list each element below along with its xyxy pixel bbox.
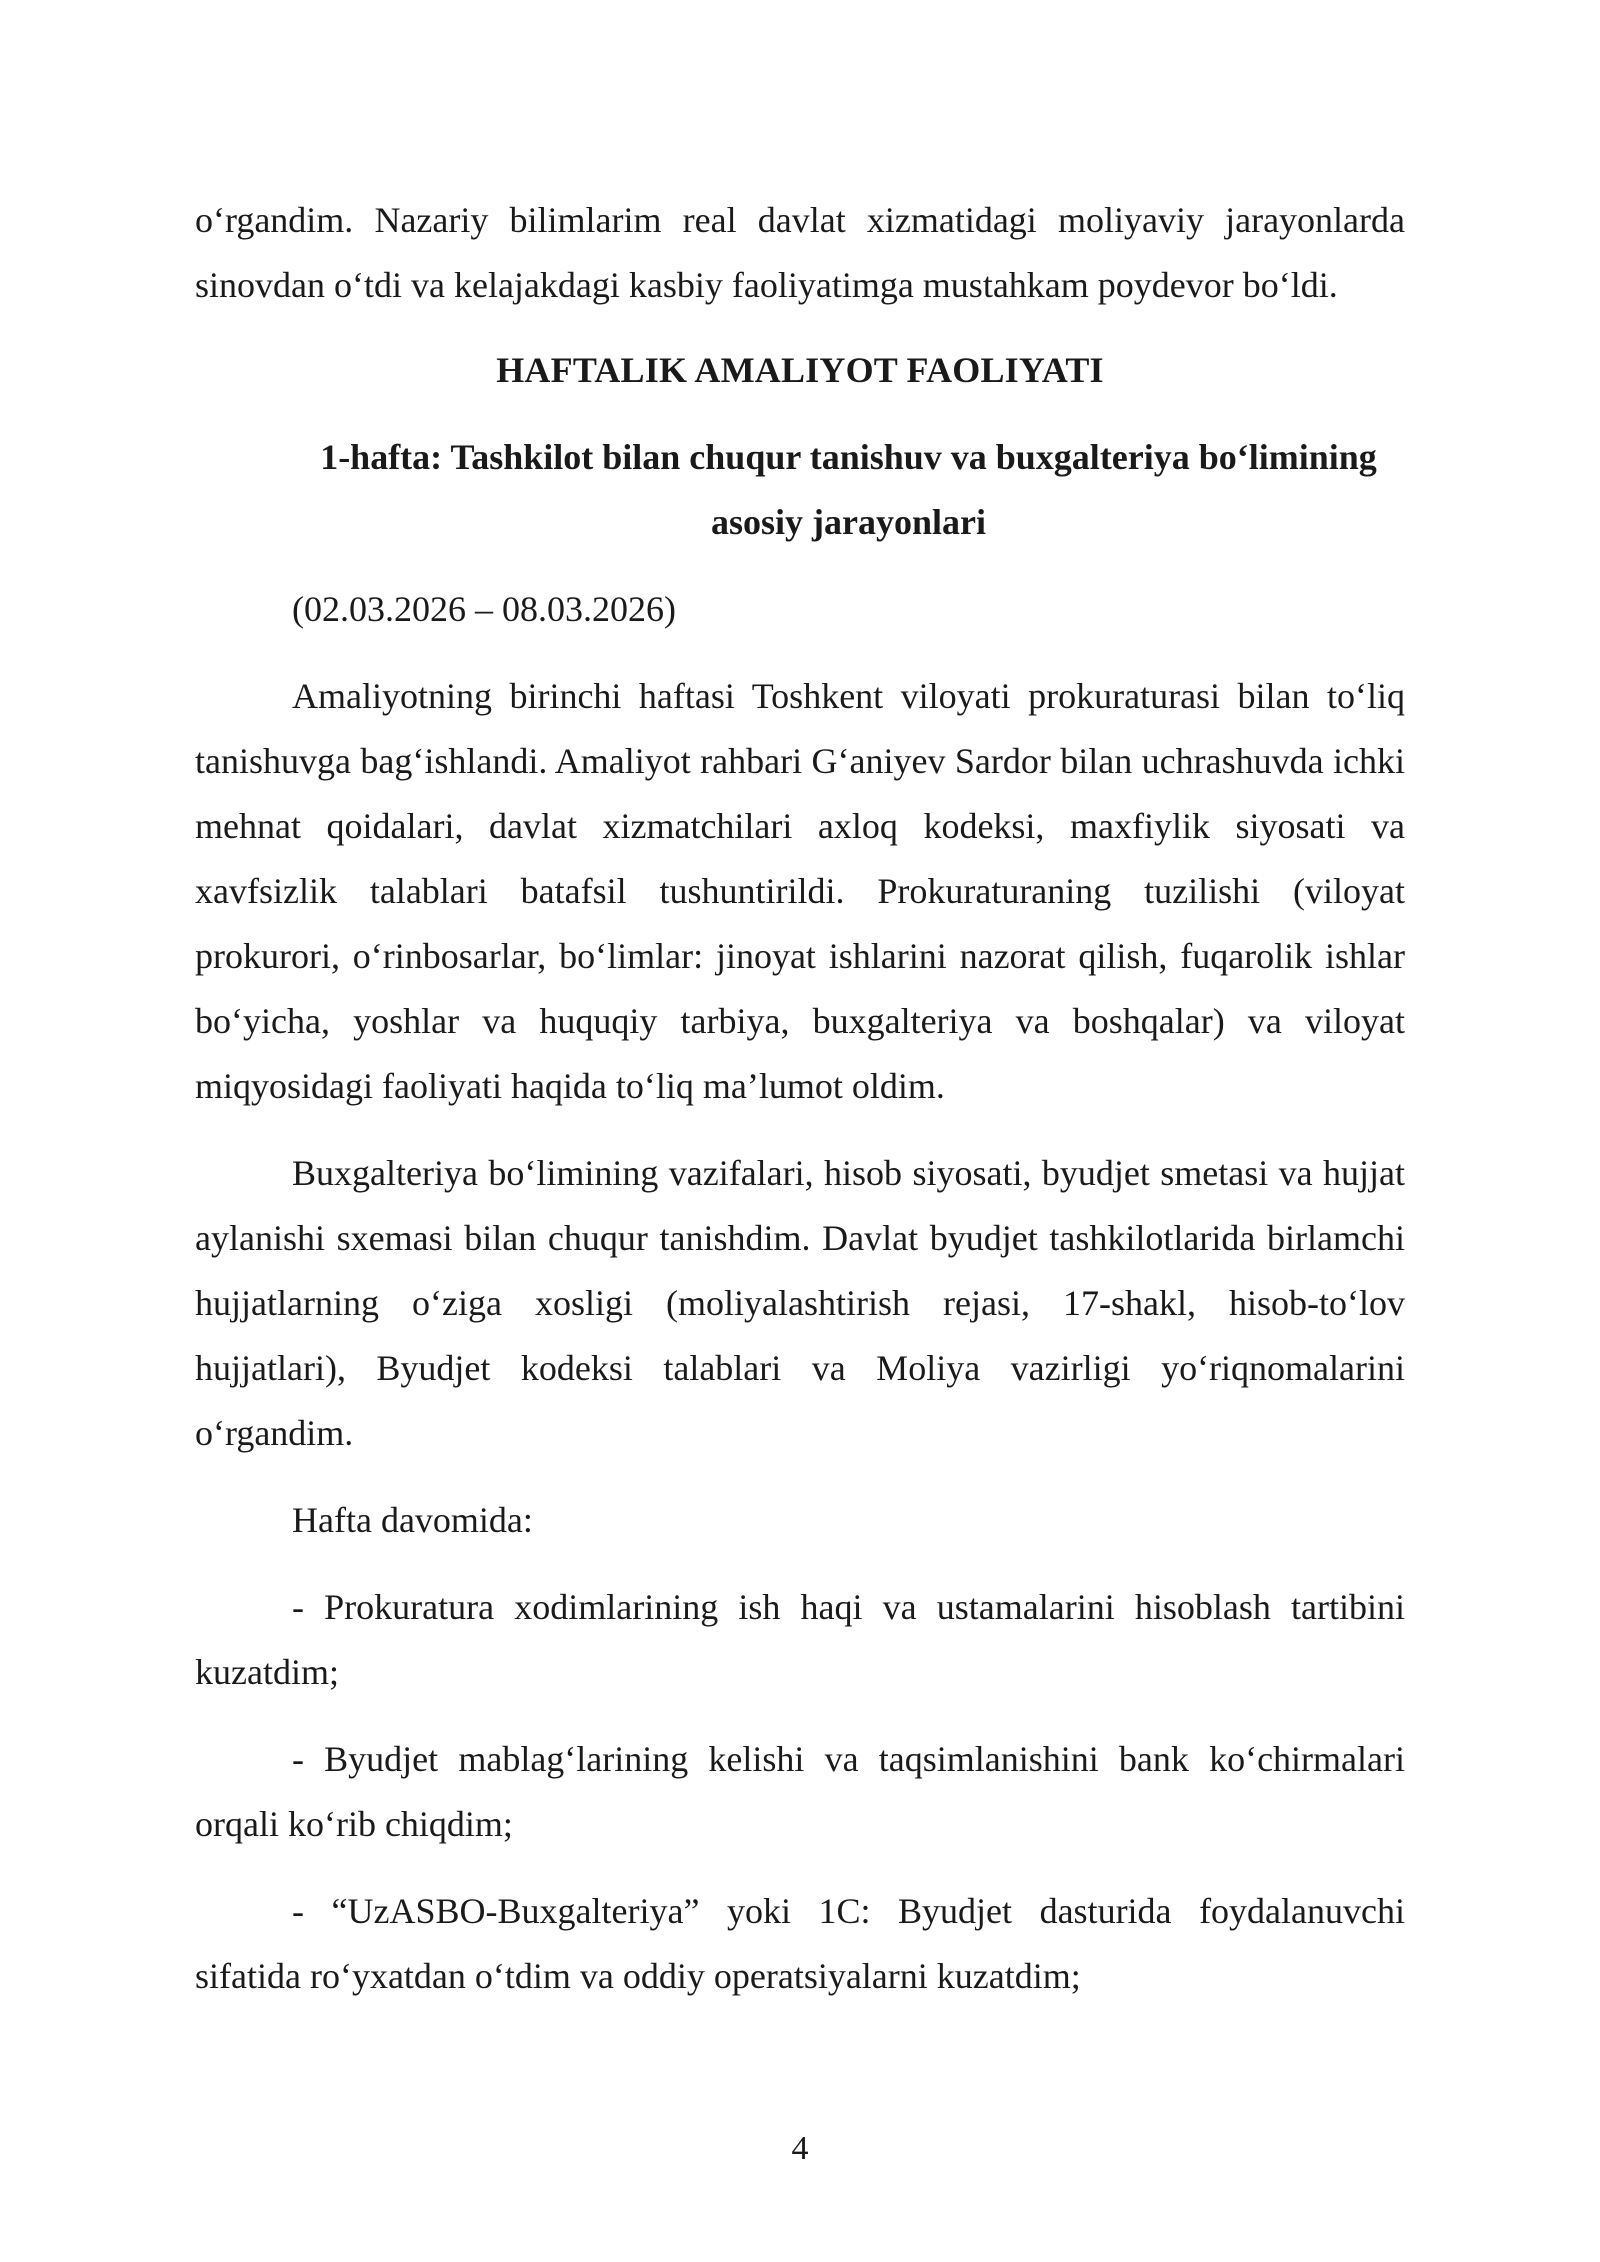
paragraph-2: Buxgalteriya bo‘limining vazifalari, hisob siyosati, byudjet smetasi va hujjat aylanishi sxemasi bilan chuqur tanishdim. Davlat byudjet tashkilotlarida birlamchi hujjatlarning o‘ziga xosligi (moliyalashtirish rejasi, 17-shakl, hisob-to‘lov hujjatlari), Byudjet kodeksi talablari va Moliya vazirligi yo‘riqnomalarini o‘rgandim.	[195, 1153, 1405, 1453]
week-intro: Hafta davomida:	[292, 1500, 533, 1540]
list-item: - “UzASBO-Buxgalteriya” yoki 1C: Byudjet dasturida foydalanuvchi sifatida ro‘yxatdan o‘tdim va oddiy operatsiyalarni kuzatdim;	[195, 1891, 1405, 1996]
paragraph-1: Amaliyotning birinchi haftasi Toshkent viloyati prokuraturasi bilan to‘liq tanishuvga bag‘ishlandi. Amaliyot rahbari G‘aniyev Sardor bilan uchrashuvda ichki mehnat qoidalari, davlat xizmatchilari axloq kodeksi, maxfiylik siyosati va xavfsizlik talablari batafsil tushuntirildi. Prokuraturaning tuzilishi (viloyat prokurori, o‘rinbosarlar, bo‘limlar: jinoyat ishlarini nazorat qilish, fuqarolik ishlar bo‘yicha, yoshlar va huquqiy tarbiya, buxgalteriya va boshqalar) va viloyat miqyosidagi faoliyati haqida to‘liq ma’lumot oldim.	[195, 676, 1405, 1106]
list-item: - Byudjet mablag‘larining kelishi va taqsimlanishini bank ko‘chirmalari orqali ko‘rib chiqdim;	[195, 1739, 1405, 1844]
week-dates: (02.03.2026 – 08.03.2026)	[292, 589, 676, 629]
intro-paragraph: o‘rgandim. Nazariy bilimlarim real davlat xizmatidagi moliyaviy jarayonlarda sinovdan o‘tdi va kelajakdagi kasbiy faoliyatimga mustahkam poydevor bo‘ldi.	[195, 200, 1405, 305]
list-item: - Prokuratura xodimlarining ish haqi va ustamalarini hisoblash tartibini kuzatdim;	[195, 1587, 1405, 1692]
page-number: 4	[791, 2130, 809, 2167]
section-heading: HAFTALIK AMALIYOT FAOLIYATI	[496, 350, 1104, 390]
week-title: 1-hafta: Tashkilot bilan chuqur tanishuv va buxgalteriya bo‘limining asosiy jarayonlari	[320, 437, 1377, 542]
document-page	[195, 188, 1405, 2009]
